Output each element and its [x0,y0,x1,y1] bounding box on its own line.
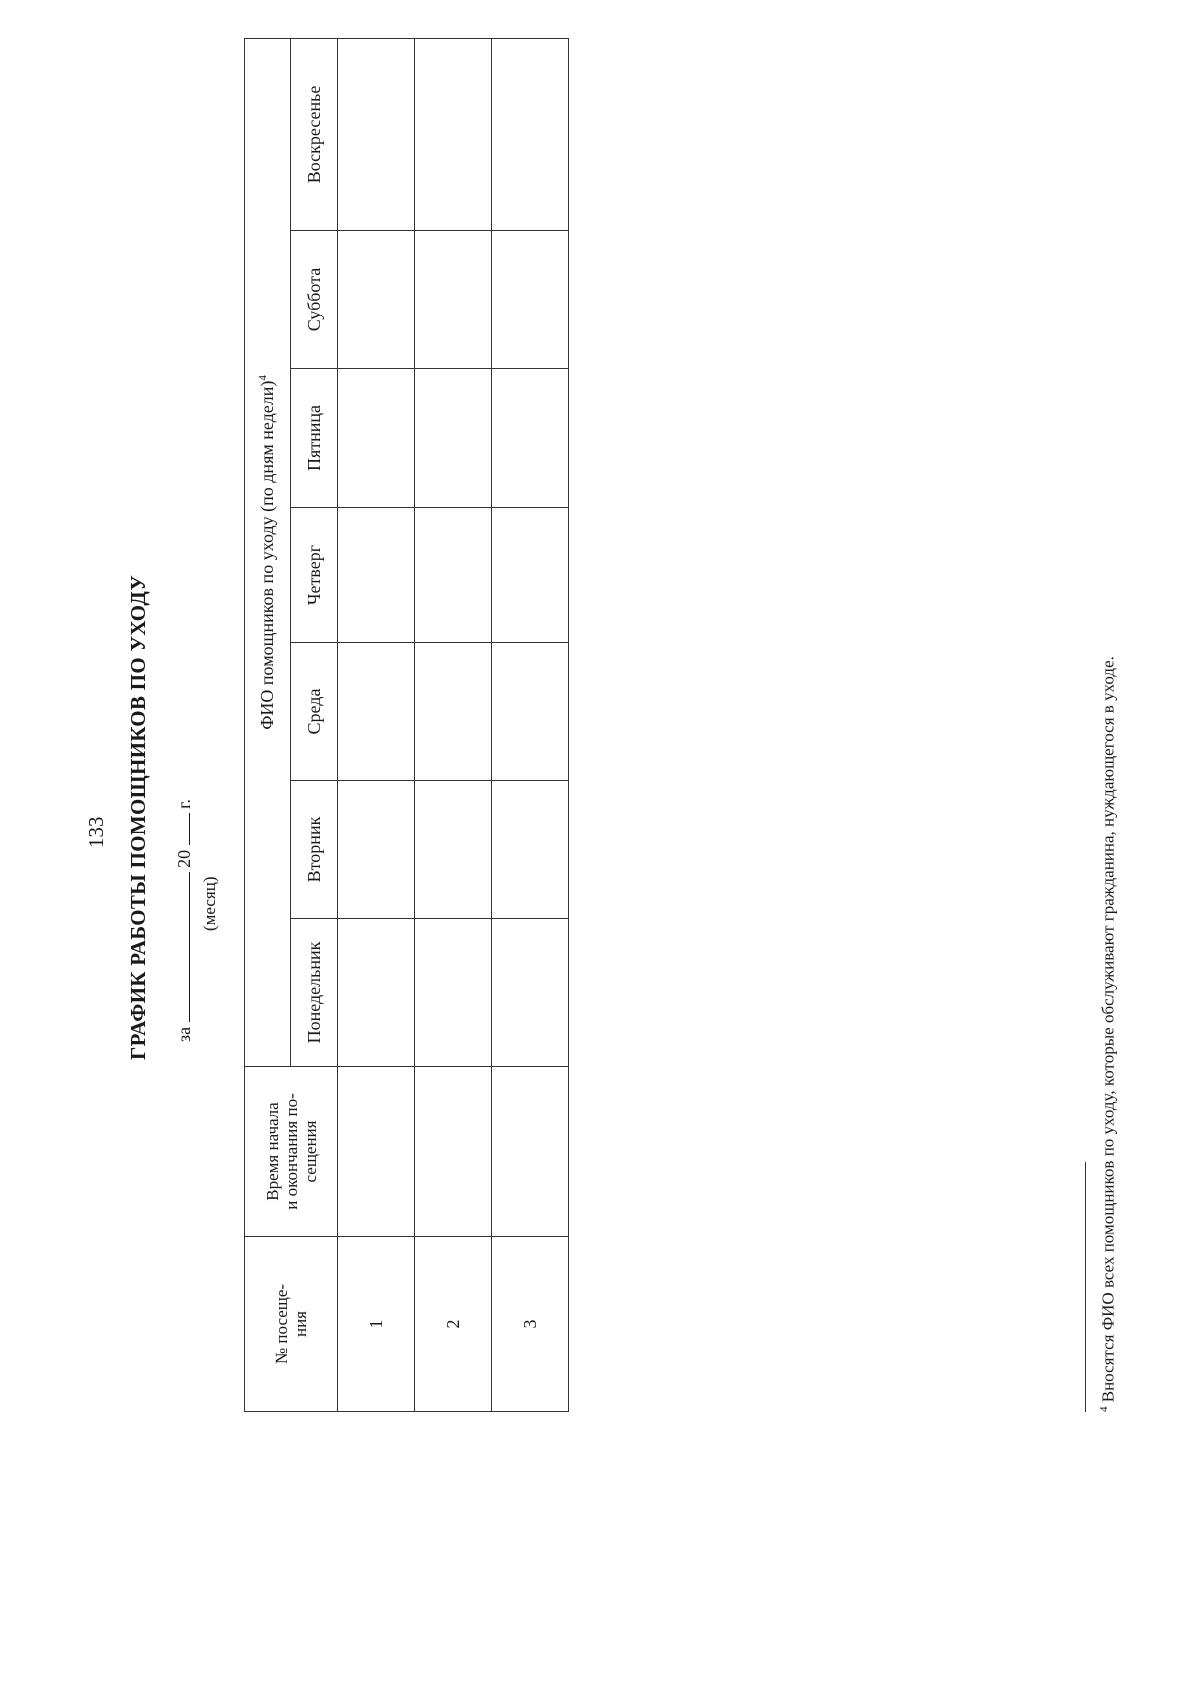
caregiver-cell[interactable] [338,919,415,1067]
caregiver-cell[interactable] [415,781,492,919]
footnote [1098,656,1119,1412]
caregiver-cell[interactable] [415,38,492,230]
footnote-ref: 4 [257,375,269,381]
caregiver-cell[interactable] [338,643,415,781]
caregiver-cell[interactable] [415,231,492,369]
footnote-text: Вносятся ФИО всех помощников по уходу, которые обслуживают гражданина, нуждающегося в уходе. [1098,656,1118,1403]
caregiver-cell[interactable] [338,231,415,369]
caregiver-cell[interactable] [415,508,492,643]
header-day: Понедельник [291,919,338,1067]
table-row [338,38,415,1411]
period-line [174,799,195,1042]
header-day: Суббота [291,231,338,369]
header-day: Четверг [291,508,338,643]
year-prefix: 20 [174,849,194,868]
caregiver-cell[interactable] [415,643,492,781]
caregiver-cell[interactable] [492,38,569,230]
caregiver-cell[interactable] [492,508,569,643]
caregiver-cell[interactable] [415,369,492,508]
caregiver-cell[interactable] [492,231,569,369]
caregiver-cell[interactable] [492,781,569,919]
visit-number-cell: 2 [415,1237,492,1412]
page-number: 133 [84,816,108,848]
visit-time-cell[interactable] [492,1067,569,1237]
caregiver-cell[interactable] [415,919,492,1067]
header-day: Воскресенье [291,38,338,230]
caregiver-cell[interactable] [492,369,569,508]
header-visit-time: Время начала и окончания по- сещения [245,1067,338,1237]
visit-time-cell[interactable] [415,1067,492,1237]
header-day: Пятница [291,369,338,508]
header-day: Вторник [291,781,338,919]
header-caregivers-label: ФИО помощников по уходу (по дням недели) [257,380,277,730]
footnote-mark: 4 [1098,1406,1110,1412]
caregiver-cell[interactable] [338,369,415,508]
caregiver-cell[interactable] [338,508,415,643]
header-visit-number: № посеще- ния [245,1237,338,1412]
period-prefix: за [174,1026,194,1042]
caregiver-cell[interactable] [338,781,415,919]
table-body [338,38,569,1411]
visit-time-cell[interactable] [338,1067,415,1237]
caregiver-cell[interactable] [492,643,569,781]
table-row [492,38,569,1411]
caregiver-cell[interactable] [492,919,569,1067]
year-blank[interactable] [174,813,190,845]
caregiver-cell[interactable] [338,38,415,230]
header-day: Среда [291,643,338,781]
visit-number-cell: 3 [492,1237,569,1412]
header-caregivers-group [245,38,291,1066]
year-suffix: г. [174,799,194,809]
visit-number-cell: 1 [338,1237,415,1412]
footnote-rule [1085,1162,1086,1412]
document-title: ГРАФИК РАБОТЫ ПОМОЩНИКОВ ПО УХОДУ [126,574,150,1060]
month-blank[interactable] [174,872,190,1022]
table-row [415,38,492,1411]
month-caption: (месяц) [200,876,219,931]
schedule-table [244,38,569,1412]
